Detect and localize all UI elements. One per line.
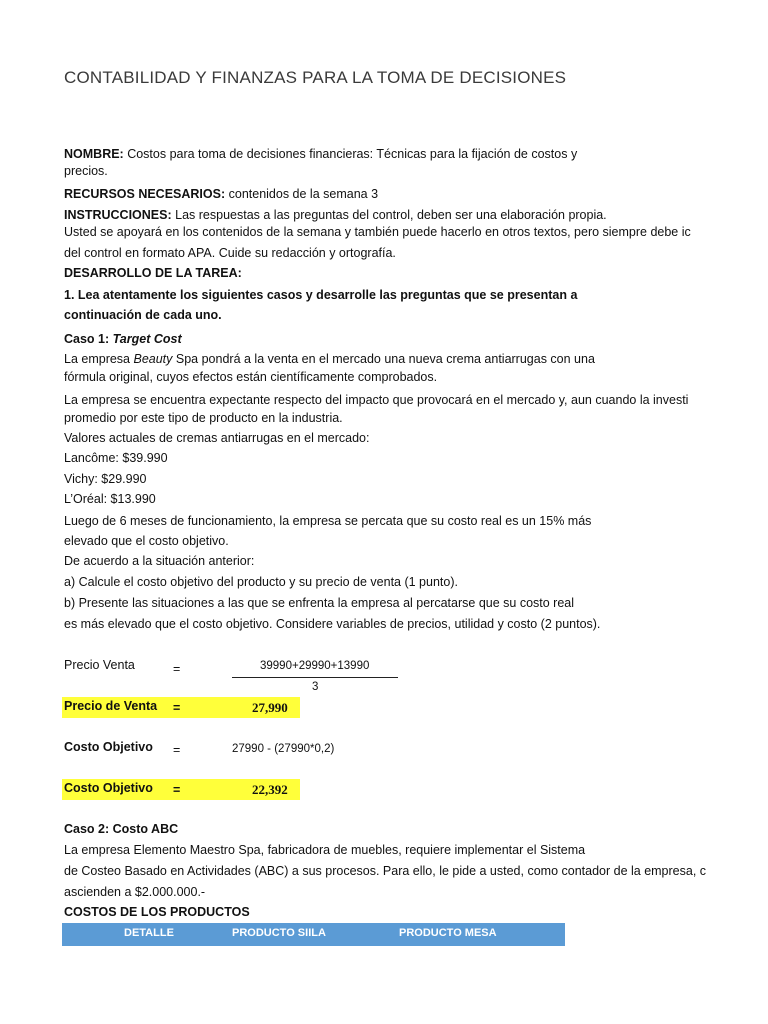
item-1-line-1: 1. Lea atentamente los siguientes casos y desarrolle las preguntas que se presentan a bbox=[64, 288, 578, 302]
column-header-producto-silla: PRODUCTO SIILA bbox=[232, 927, 326, 939]
question-b-line-1: b) Presente las situaciones a las que se enfrenta la empresa al percatarse que su costo real bbox=[64, 596, 575, 610]
equals-sign: = bbox=[173, 743, 181, 757]
costo-objetivo-result-label: Costo Objetivo bbox=[64, 781, 153, 795]
caso-1-paragraph-1-line-2: fórmula original, cuyos efectos están científicamente comprobados. bbox=[64, 370, 438, 384]
costs-table-header bbox=[62, 923, 565, 946]
recursos-label: RECURSOS NECESARIOS: bbox=[64, 187, 226, 201]
instrucciones-line-1 bbox=[64, 207, 607, 223]
caso-1-paragraph-4-line-1: Luego de 6 meses de funcionamiento, la empresa se percata que su costo real es un 15% más bbox=[64, 514, 592, 528]
costo-objetivo-formula: 27990 - (27990*0,2) bbox=[232, 743, 335, 755]
precio-de-venta-value: 27,990 bbox=[252, 700, 288, 715]
caso-1-paragraph-2-line-1: La empresa se encuentra expectante respecto del impacto que provocará en el mercado y, aun cuando la investi bbox=[64, 393, 689, 407]
caso-1-label: Caso 1: bbox=[64, 332, 113, 346]
nombre-label: NOMBRE: bbox=[64, 147, 124, 161]
caso-2-line-1: La empresa Elemento Maestro Spa, fabricadora de muebles, requiere implementar el Sistema bbox=[64, 843, 586, 857]
column-header-detalle: DETALLE bbox=[124, 927, 174, 939]
price-vichy: Vichy: $29.990 bbox=[64, 472, 147, 486]
price-loreal: L’Oréal: $13.990 bbox=[64, 492, 156, 506]
desarrollo-heading: DESARROLLO DE LA TAREA: bbox=[64, 266, 242, 280]
item-1-line-2: continuación de cada uno. bbox=[64, 308, 222, 322]
instrucciones-text: Las respuestas a las preguntas del control, deben ser una elaboración propia. bbox=[171, 208, 607, 222]
caso-1-paragraph-2-line-2: promedio por este tipo de producto en la industria. bbox=[64, 411, 343, 425]
precio-venta-label: Precio Venta bbox=[64, 658, 135, 672]
caso-1-name: Target Cost bbox=[112, 332, 182, 346]
caso-2-line-2: de Costeo Basado en Actividades (ABC) a sus procesos. Para ello, le pide a usted, como contador de la empresa, c bbox=[64, 864, 707, 878]
recursos-line bbox=[64, 186, 378, 202]
recursos-text: contenidos de la semana 3 bbox=[225, 187, 379, 201]
instrucciones-line-2: Usted se apoyará en los contenidos de la semana y también puede hacerlo en otros textos, pero siempre debe ic bbox=[64, 225, 691, 239]
document-title: CONTABILIDAD Y FINANZAS PARA LA TOMA DE DECISIONES bbox=[64, 68, 567, 87]
column-header-producto-mesa: PRODUCTO MESA bbox=[399, 927, 497, 939]
fraction-numerator: 39990+29990+13990 bbox=[260, 660, 370, 672]
costos-productos-heading: COSTOS DE LOS PRODUCTOS bbox=[64, 905, 250, 919]
caso-1-paragraph-3: Valores actuales de cremas antiarrugas en el mercado: bbox=[64, 431, 370, 445]
caso-1-paragraph-1-line-1 bbox=[64, 351, 595, 367]
equals-sign: = bbox=[173, 701, 181, 715]
question-b-line-2: es más elevado que el costo objetivo. Considere variables de precios, utilidad y costo (2 puntos). bbox=[64, 617, 601, 631]
caso-1-heading bbox=[64, 331, 182, 347]
precio-de-venta-label: Precio de Venta bbox=[64, 699, 158, 713]
nombre-text: Costos para toma de decisiones financieras: Técnicas para la fijación de costos y bbox=[123, 147, 578, 161]
c1-text-c: Spa pondrá a la venta en el mercado una nueva crema antiarrugas con una bbox=[172, 352, 595, 366]
instrucciones-line-3: del control en formato APA. Cuide su redacción y ortografía. bbox=[64, 246, 396, 260]
costo-objetivo-label: Costo Objetivo bbox=[64, 740, 153, 754]
equals-sign: = bbox=[173, 783, 181, 797]
caso-2-heading: Caso 2: Costo ABC bbox=[64, 822, 179, 836]
price-lancome: Lancôme: $39.990 bbox=[64, 451, 168, 465]
instrucciones-label: INSTRUCCIONES: bbox=[64, 208, 172, 222]
nombre-line-1 bbox=[64, 146, 577, 162]
nombre-line-2: precios. bbox=[64, 164, 108, 178]
fraction-denominator: 3 bbox=[312, 681, 319, 693]
fraction-bar bbox=[232, 677, 398, 678]
caso-1-paragraph-5: De acuerdo a la situación anterior: bbox=[64, 554, 255, 568]
costo-objetivo-value: 22,392 bbox=[252, 782, 288, 797]
question-a: a) Calcule el costo objetivo del producto y su precio de venta (1 punto). bbox=[64, 575, 458, 589]
c1-text-a: La empresa bbox=[64, 352, 134, 366]
caso-1-paragraph-4-line-2: elevado que el costo objetivo. bbox=[64, 534, 229, 548]
equals-sign: = bbox=[173, 662, 181, 676]
caso-2-line-3: ascienden a $2.000.000.- bbox=[64, 885, 206, 899]
c1-text-beauty: Beauty bbox=[133, 352, 173, 366]
